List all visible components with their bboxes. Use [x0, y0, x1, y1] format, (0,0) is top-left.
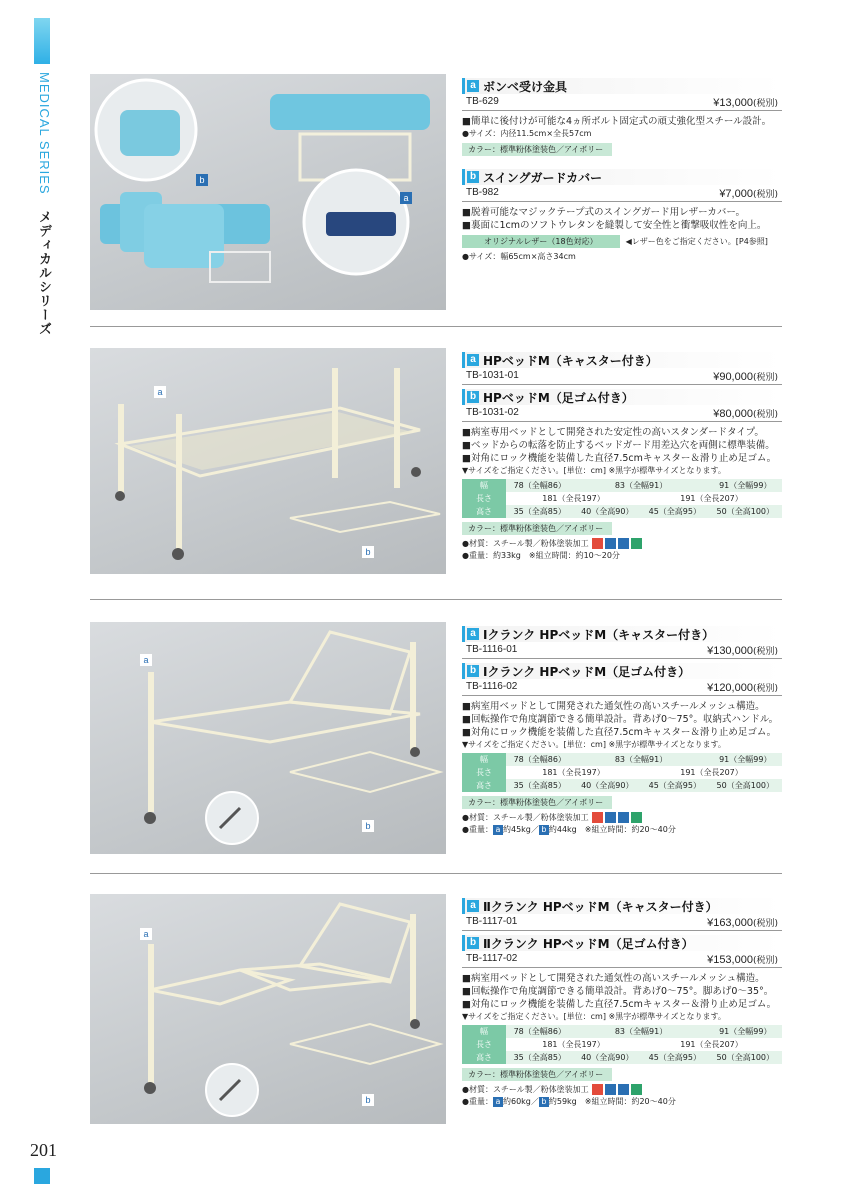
product-swing-guard-cover — [462, 169, 782, 263]
product-badge: a — [467, 628, 479, 640]
leather-note: ◀レザー色をご指定ください。[P4参照] — [625, 237, 768, 246]
feature-icons — [592, 1084, 642, 1095]
feature-icon-red — [592, 1084, 603, 1095]
product-name: Ⅱクランク HPベッドM（キャスター付き） — [483, 899, 718, 914]
product-photo-bombe-swingguard — [90, 74, 446, 310]
feature-icon-green — [631, 538, 642, 549]
tax-note: (税別) — [752, 647, 778, 657]
weight-spec: ●重量：約33kg ※組立時間：約10～20分 — [462, 551, 620, 560]
size-note: ▼サイズをご指定ください。[単位：cm] ※黒字が標準サイズとなります。 — [462, 1012, 726, 1021]
feature-icon-blue — [618, 538, 629, 549]
description-line: ■回転操作で角度調節できる簡単設計。背あげ0～75°。収納式ハンドル。 — [462, 714, 779, 725]
photo-illustration — [90, 348, 446, 574]
photo-tag-a: a — [400, 192, 412, 204]
product-hp-bed-rubber — [462, 389, 782, 422]
tax-note: (税別) — [752, 373, 778, 383]
size-table — [462, 753, 782, 792]
weight-badge-a: a — [493, 1097, 503, 1107]
table-row: 幅 78（全幅86） 83（全幅91） 91（全幅99） — [462, 1025, 782, 1038]
product-name: HPベッドM（キャスター付き） — [483, 353, 658, 368]
size-table — [462, 1025, 782, 1064]
feature-icons — [592, 538, 642, 549]
product-badge: b — [467, 665, 479, 677]
product-badge: a — [467, 80, 479, 92]
product-description-line: ■裏面に1cmのソフトウレタンを縫製して安全性と衝撃吸収性を向上。 — [462, 220, 767, 231]
material-spec: ●材質：スチール製／粉体塗装加工 — [462, 813, 589, 822]
photo-tag-a: a — [140, 928, 152, 940]
product-code: TB-982 — [466, 187, 499, 198]
tax-note: (税別) — [752, 99, 778, 109]
feature-icon-blue — [605, 538, 616, 549]
section-divider — [90, 599, 782, 600]
tax-note: (税別) — [752, 190, 778, 200]
description-line: ■対角にロック機能を装備した直径7.5cmキャスター＆滑り止め足ゴム。 — [462, 999, 777, 1010]
side-accent-bar — [34, 18, 50, 64]
feature-icons — [592, 812, 642, 823]
table-row: 高さ 35（全高85） 40（全高90） 45（全高95） 50（全高100） — [462, 779, 782, 792]
table-row: 幅 78（全幅86） 83（全幅91） 91（全幅99） — [462, 479, 782, 492]
table-row: 長さ 181（全長197） 191（全長207） — [462, 766, 782, 779]
table-row: 高さ 35（全高85） 40（全高90） 45（全高95） 50（全高100） — [462, 1051, 782, 1064]
series-subtitle: メディカルシリーズ — [36, 210, 51, 336]
photo-tag-a: a — [154, 386, 166, 398]
size-note: ▼サイズをご指定ください。[単位：cm] ※黒字が標準サイズとなります。 — [462, 466, 726, 475]
color-spec: カラー：標準粉体塗装色／アイボリー — [462, 796, 612, 809]
leather-option: オリジナルレザー（18色対応） — [462, 235, 620, 248]
product-photo-crank1-bed — [90, 622, 446, 854]
feature-icon-blue — [605, 812, 616, 823]
material-spec: ●材質：スチール製／粉体塗装加工 — [462, 539, 589, 548]
section-2-info — [462, 352, 782, 562]
product-name: スイングガードカバー — [483, 170, 603, 185]
tax-note: (税別) — [752, 684, 778, 694]
product-price: ¥120,000 — [707, 682, 753, 694]
description-line: ■回転操作で角度調節できる簡単設計。背あげ0～75°。脚あげ0～35°。 — [462, 986, 774, 997]
feature-icon-green — [631, 812, 642, 823]
size-note: ▼サイズをご指定ください。[単位：cm] ※黒字が標準サイズとなります。 — [462, 740, 726, 749]
product-name: Ⅰクランク HPベッドM（足ゴム付き） — [483, 664, 691, 679]
description-line: ■対角にロック機能を装備した直径7.5cmキャスター＆滑り止め足ゴム。 — [462, 727, 777, 738]
product-code: TB-629 — [466, 96, 499, 107]
feature-icon-blue — [605, 1084, 616, 1095]
table-row: 幅 78（全幅86） 83（全幅91） 91（全幅99） — [462, 753, 782, 766]
product-photo-hp-bed — [90, 348, 446, 574]
description-line: ■ベッドからの転落を防止するベッドガード用差込穴を両側に標準装備。 — [462, 440, 775, 451]
page-number: 201 — [30, 1140, 57, 1160]
feature-icon-red — [592, 812, 603, 823]
product-hp-bed-caster — [462, 352, 782, 385]
section-divider — [90, 873, 782, 874]
product-crank2-rubber — [462, 935, 782, 968]
photo-tag-a: a — [140, 654, 152, 666]
feature-icon-green — [631, 1084, 642, 1095]
product-code: TB-1116-01 — [466, 644, 518, 655]
photo-tag-b: b — [196, 174, 208, 186]
product-code: TB-1116-02 — [466, 681, 518, 692]
description-line: ■病室専用ベッドとして開発された安定性の高いスタンダードタイプ。 — [462, 427, 764, 438]
product-photo-crank2-bed — [90, 894, 446, 1124]
product-price: ¥153,000 — [707, 954, 753, 966]
product-crank2-caster — [462, 898, 782, 931]
product-name: ボンベ受け金具 — [483, 79, 568, 94]
weight-spec: ●重量： a 約45kg／ b 約44kg ※組立時間：約20～40分 — [462, 825, 676, 834]
table-row: 長さ 181（全長197） 191（全長207） — [462, 1038, 782, 1051]
description-line: ■病室用ベッドとして開発された通気性の高いスチールメッシュ構造。 — [462, 973, 765, 984]
size-table — [462, 479, 782, 518]
tax-note: (税別) — [752, 410, 778, 420]
product-description: ■簡単に後付けが可能な4ヵ所ボルト固定式の頑丈強化型スチール設計。 — [462, 116, 772, 127]
product-name: Ⅱクランク HPベッドM（足ゴム付き） — [483, 936, 694, 951]
product-code: TB-1031-02 — [466, 407, 519, 418]
weight-badge-b: b — [539, 1097, 549, 1107]
color-spec: カラー：標準粉体塗装色／アイボリー — [462, 522, 612, 535]
product-bombe-holder — [462, 78, 782, 159]
product-badge: b — [467, 937, 479, 949]
product-badge: a — [467, 354, 479, 366]
weight-badge-b: b — [539, 825, 549, 835]
product-code: TB-1117-02 — [466, 953, 518, 964]
product-price: ¥80,000 — [713, 408, 753, 420]
product-price: ¥13,000 — [713, 97, 753, 109]
photo-tag-b: b — [362, 546, 374, 558]
product-badge: b — [467, 391, 479, 403]
product-badge: a — [467, 900, 479, 912]
product-price: ¥130,000 — [707, 645, 753, 657]
photo-tag-b: b — [362, 820, 374, 832]
product-price: ¥7,000 — [719, 188, 753, 200]
photo-illustration — [90, 74, 446, 310]
tax-note: (税別) — [752, 919, 778, 929]
tax-note: (税別) — [752, 956, 778, 966]
section-4-info — [462, 898, 782, 1108]
description-line: ■対角にロック機能を装備した直径7.5cmキャスター＆滑り止め足ゴム。 — [462, 453, 777, 464]
material-spec: ●材質：スチール製／粉体塗装加工 — [462, 1085, 589, 1094]
feature-icon-red — [592, 538, 603, 549]
section-1-info — [462, 78, 782, 263]
product-crank1-caster — [462, 626, 782, 659]
feature-icon-blue — [618, 812, 629, 823]
product-code: TB-1031-01 — [466, 370, 519, 381]
page-accent-square — [34, 1168, 50, 1184]
photo-tag-b: b — [362, 1094, 374, 1106]
color-spec: カラー：標準粉体塗装色／アイボリー — [462, 143, 612, 156]
product-size: ●サイズ：幅65cm×高さ34cm — [462, 252, 576, 261]
section-divider — [90, 326, 782, 327]
section-3-info — [462, 626, 782, 836]
feature-icon-blue — [618, 1084, 629, 1095]
table-row: 長さ 181（全長197） 191（全長207） — [462, 492, 782, 505]
product-size: ●サイズ：内径11.5cm×全長57cm — [462, 129, 592, 138]
product-price: ¥90,000 — [713, 371, 753, 383]
product-price: ¥163,000 — [707, 917, 753, 929]
weight-spec: ●重量： a 約60kg／ b 約59kg ※組立時間：約20～40分 — [462, 1097, 676, 1106]
product-description-line: ■脱着可能なマジックテープ式のスイングガード用レザーカバー。 — [462, 207, 746, 218]
product-name: HPベッドM（足ゴム付き） — [483, 390, 634, 405]
product-name: Ⅰクランク HPベッドM（キャスター付き） — [483, 627, 715, 642]
product-crank1-rubber — [462, 663, 782, 696]
product-badge: b — [467, 171, 479, 183]
color-spec: カラー：標準粉体塗装色／アイボリー — [462, 1068, 612, 1081]
product-code: TB-1117-01 — [466, 916, 518, 927]
description-line: ■病室用ベッドとして開発された通気性の高いスチールメッシュ構造。 — [462, 701, 765, 712]
table-row: 高さ 35（全高85） 40（全高90） 45（全高95） 50（全高100） — [462, 505, 782, 518]
weight-badge-a: a — [493, 825, 503, 835]
series-title: MEDICAL SERIES — [37, 72, 52, 195]
